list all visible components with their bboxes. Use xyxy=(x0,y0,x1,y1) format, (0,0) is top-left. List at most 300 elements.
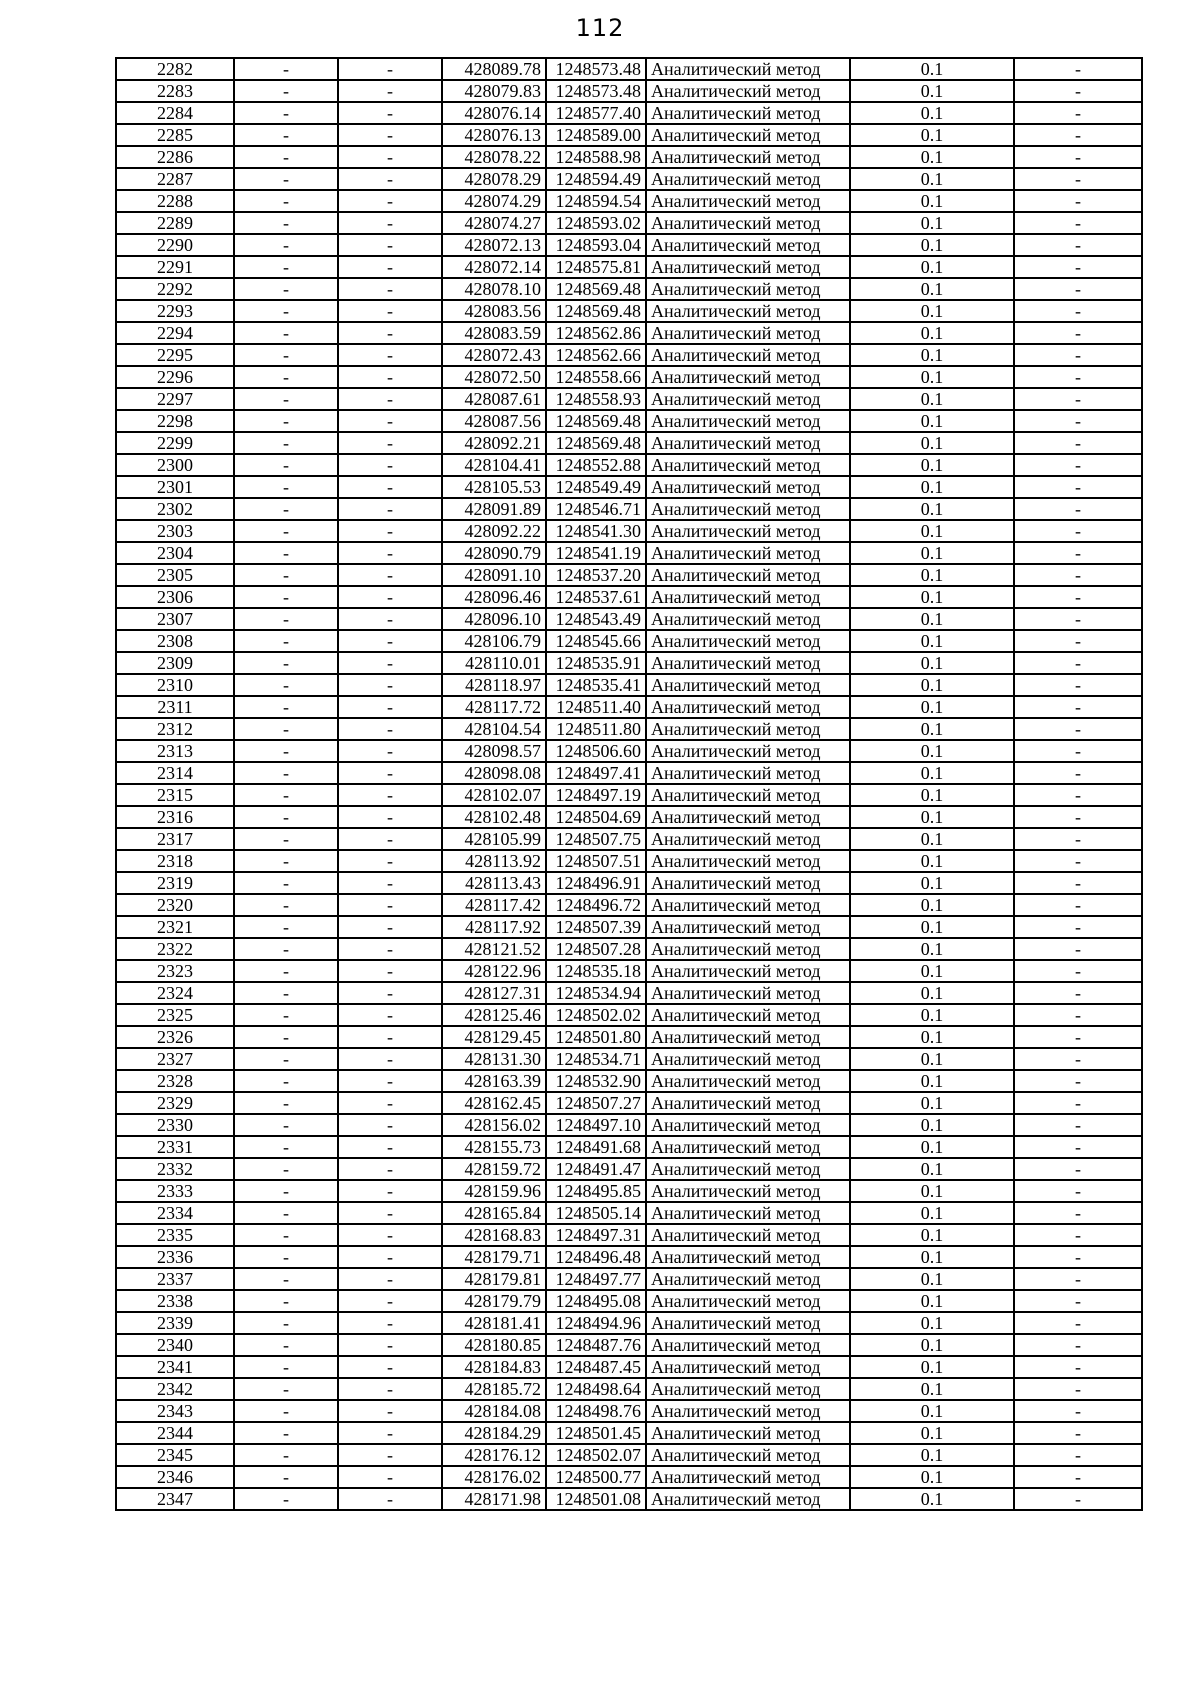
note-cell: - xyxy=(1014,586,1142,608)
y-coordinate-cell: 1248577.40 xyxy=(546,102,646,124)
empty-cell-b: - xyxy=(338,1180,442,1202)
table-row xyxy=(116,58,1142,80)
accuracy-cell: 0.1 xyxy=(850,256,1014,278)
point-number-cell: 2346 xyxy=(116,1466,234,1488)
point-number-cell: 2301 xyxy=(116,476,234,498)
point-number-cell: 2308 xyxy=(116,630,234,652)
note-cell: - xyxy=(1014,410,1142,432)
accuracy-cell: 0.1 xyxy=(850,674,1014,696)
point-number-cell: 2323 xyxy=(116,960,234,982)
table-row xyxy=(116,762,1142,784)
note-cell: - xyxy=(1014,1312,1142,1334)
method-cell: Аналитический метод xyxy=(646,982,850,1004)
point-number-cell: 2322 xyxy=(116,938,234,960)
y-coordinate-cell: 1248507.39 xyxy=(546,916,646,938)
point-number-cell: 2333 xyxy=(116,1180,234,1202)
method-cell: Аналитический метод xyxy=(646,1400,850,1422)
note-cell: - xyxy=(1014,740,1142,762)
method-cell: Аналитический метод xyxy=(646,872,850,894)
x-coordinate-cell: 428129.45 xyxy=(442,1026,546,1048)
y-coordinate-cell: 1248573.48 xyxy=(546,58,646,80)
method-cell: Аналитический метод xyxy=(646,696,850,718)
empty-cell-b: - xyxy=(338,762,442,784)
note-cell: - xyxy=(1014,938,1142,960)
y-coordinate-cell: 1248549.49 xyxy=(546,476,646,498)
point-number-cell: 2304 xyxy=(116,542,234,564)
empty-cell-b: - xyxy=(338,960,442,982)
point-number-cell: 2282 xyxy=(116,58,234,80)
table-row xyxy=(116,1070,1142,1092)
empty-cell-b: - xyxy=(338,1444,442,1466)
point-number-cell: 2306 xyxy=(116,586,234,608)
x-coordinate-cell: 428083.56 xyxy=(442,300,546,322)
point-number-cell: 2344 xyxy=(116,1422,234,1444)
empty-cell-a: - xyxy=(234,190,338,212)
method-cell: Аналитический метод xyxy=(646,762,850,784)
method-cell: Аналитический метод xyxy=(646,1444,850,1466)
y-coordinate-cell: 1248507.51 xyxy=(546,850,646,872)
x-coordinate-cell: 428072.50 xyxy=(442,366,546,388)
y-coordinate-cell: 1248537.20 xyxy=(546,564,646,586)
empty-cell-a: - xyxy=(234,872,338,894)
accuracy-cell: 0.1 xyxy=(850,212,1014,234)
empty-cell-b: - xyxy=(338,1488,442,1510)
table-row xyxy=(116,322,1142,344)
empty-cell-b: - xyxy=(338,168,442,190)
y-coordinate-cell: 1248541.19 xyxy=(546,542,646,564)
point-number-cell: 2303 xyxy=(116,520,234,542)
empty-cell-b: - xyxy=(338,1048,442,1070)
accuracy-cell: 0.1 xyxy=(850,740,1014,762)
table-row xyxy=(116,542,1142,564)
point-number-cell: 2313 xyxy=(116,740,234,762)
y-coordinate-cell: 1248501.80 xyxy=(546,1026,646,1048)
empty-cell-b: - xyxy=(338,1092,442,1114)
y-coordinate-cell: 1248535.91 xyxy=(546,652,646,674)
empty-cell-a: - xyxy=(234,212,338,234)
note-cell: - xyxy=(1014,674,1142,696)
y-coordinate-cell: 1248537.61 xyxy=(546,586,646,608)
y-coordinate-cell: 1248588.98 xyxy=(546,146,646,168)
x-coordinate-cell: 428180.85 xyxy=(442,1334,546,1356)
point-number-cell: 2334 xyxy=(116,1202,234,1224)
table-row xyxy=(116,256,1142,278)
empty-cell-b: - xyxy=(338,1158,442,1180)
accuracy-cell: 0.1 xyxy=(850,586,1014,608)
accuracy-cell: 0.1 xyxy=(850,1136,1014,1158)
accuracy-cell: 0.1 xyxy=(850,718,1014,740)
note-cell: - xyxy=(1014,1444,1142,1466)
point-number-cell: 2284 xyxy=(116,102,234,124)
empty-cell-b: - xyxy=(338,1070,442,1092)
method-cell: Аналитический метод xyxy=(646,102,850,124)
empty-cell-a: - xyxy=(234,1422,338,1444)
table-row xyxy=(116,630,1142,652)
method-cell: Аналитический метод xyxy=(646,498,850,520)
note-cell: - xyxy=(1014,432,1142,454)
empty-cell-a: - xyxy=(234,80,338,102)
note-cell: - xyxy=(1014,1092,1142,1114)
y-coordinate-cell: 1248589.00 xyxy=(546,124,646,146)
point-number-cell: 2302 xyxy=(116,498,234,520)
y-coordinate-cell: 1248575.81 xyxy=(546,256,646,278)
note-cell: - xyxy=(1014,1202,1142,1224)
accuracy-cell: 0.1 xyxy=(850,1488,1014,1510)
empty-cell-a: - xyxy=(234,1444,338,1466)
empty-cell-a: - xyxy=(234,168,338,190)
table-row xyxy=(116,1444,1142,1466)
accuracy-cell: 0.1 xyxy=(850,1290,1014,1312)
y-coordinate-cell: 1248497.41 xyxy=(546,762,646,784)
table-row xyxy=(116,960,1142,982)
note-cell: - xyxy=(1014,872,1142,894)
point-number-cell: 2285 xyxy=(116,124,234,146)
table-row xyxy=(116,894,1142,916)
empty-cell-a: - xyxy=(234,564,338,586)
y-coordinate-cell: 1248501.08 xyxy=(546,1488,646,1510)
x-coordinate-cell: 428162.45 xyxy=(442,1092,546,1114)
accuracy-cell: 0.1 xyxy=(850,608,1014,630)
table-row xyxy=(116,1466,1142,1488)
empty-cell-a: - xyxy=(234,1180,338,1202)
accuracy-cell: 0.1 xyxy=(850,1444,1014,1466)
y-coordinate-cell: 1248496.91 xyxy=(546,872,646,894)
empty-cell-b: - xyxy=(338,1246,442,1268)
empty-cell-a: - xyxy=(234,124,338,146)
empty-cell-a: - xyxy=(234,1400,338,1422)
table-row xyxy=(116,124,1142,146)
x-coordinate-cell: 428156.02 xyxy=(442,1114,546,1136)
x-coordinate-cell: 428165.84 xyxy=(442,1202,546,1224)
point-number-cell: 2287 xyxy=(116,168,234,190)
empty-cell-a: - xyxy=(234,1378,338,1400)
x-coordinate-cell: 428179.79 xyxy=(442,1290,546,1312)
note-cell: - xyxy=(1014,234,1142,256)
accuracy-cell: 0.1 xyxy=(850,916,1014,938)
empty-cell-b: - xyxy=(338,1312,442,1334)
point-number-cell: 2312 xyxy=(116,718,234,740)
y-coordinate-cell: 1248505.14 xyxy=(546,1202,646,1224)
empty-cell-b: - xyxy=(338,432,442,454)
x-coordinate-cell: 428118.97 xyxy=(442,674,546,696)
table-row xyxy=(116,212,1142,234)
method-cell: Аналитический метод xyxy=(646,1092,850,1114)
note-cell: - xyxy=(1014,608,1142,630)
point-number-cell: 2341 xyxy=(116,1356,234,1378)
empty-cell-b: - xyxy=(338,938,442,960)
method-cell: Аналитический метод xyxy=(646,960,850,982)
empty-cell-a: - xyxy=(234,454,338,476)
empty-cell-b: - xyxy=(338,190,442,212)
empty-cell-b: - xyxy=(338,388,442,410)
note-cell: - xyxy=(1014,1334,1142,1356)
table-row xyxy=(116,190,1142,212)
y-coordinate-cell: 1248491.68 xyxy=(546,1136,646,1158)
point-number-cell: 2305 xyxy=(116,564,234,586)
empty-cell-b: - xyxy=(338,146,442,168)
y-coordinate-cell: 1248552.88 xyxy=(546,454,646,476)
empty-cell-b: - xyxy=(338,366,442,388)
accuracy-cell: 0.1 xyxy=(850,1246,1014,1268)
method-cell: Аналитический метод xyxy=(646,1048,850,1070)
table-row xyxy=(116,498,1142,520)
table-row xyxy=(116,234,1142,256)
method-cell: Аналитический метод xyxy=(646,894,850,916)
point-number-cell: 2330 xyxy=(116,1114,234,1136)
x-coordinate-cell: 428072.14 xyxy=(442,256,546,278)
accuracy-cell: 0.1 xyxy=(850,762,1014,784)
empty-cell-b: - xyxy=(338,58,442,80)
coordinates-table-body xyxy=(116,58,1142,1510)
empty-cell-a: - xyxy=(234,652,338,674)
accuracy-cell: 0.1 xyxy=(850,190,1014,212)
empty-cell-a: - xyxy=(234,630,338,652)
empty-cell-a: - xyxy=(234,542,338,564)
y-coordinate-cell: 1248497.19 xyxy=(546,784,646,806)
point-number-cell: 2314 xyxy=(116,762,234,784)
table-row xyxy=(116,1158,1142,1180)
empty-cell-a: - xyxy=(234,1048,338,1070)
empty-cell-a: - xyxy=(234,278,338,300)
note-cell: - xyxy=(1014,1422,1142,1444)
x-coordinate-cell: 428083.59 xyxy=(442,322,546,344)
note-cell: - xyxy=(1014,1158,1142,1180)
x-coordinate-cell: 428176.12 xyxy=(442,1444,546,1466)
empty-cell-b: - xyxy=(338,1466,442,1488)
accuracy-cell: 0.1 xyxy=(850,124,1014,146)
table-row xyxy=(116,872,1142,894)
method-cell: Аналитический метод xyxy=(646,454,850,476)
empty-cell-b: - xyxy=(338,1136,442,1158)
accuracy-cell: 0.1 xyxy=(850,1312,1014,1334)
empty-cell-b: - xyxy=(338,520,442,542)
point-number-cell: 2327 xyxy=(116,1048,234,1070)
method-cell: Аналитический метод xyxy=(646,586,850,608)
y-coordinate-cell: 1248511.40 xyxy=(546,696,646,718)
accuracy-cell: 0.1 xyxy=(850,564,1014,586)
accuracy-cell: 0.1 xyxy=(850,366,1014,388)
x-coordinate-cell: 428076.14 xyxy=(442,102,546,124)
point-number-cell: 2309 xyxy=(116,652,234,674)
empty-cell-b: - xyxy=(338,454,442,476)
empty-cell-b: - xyxy=(338,234,442,256)
empty-cell-a: - xyxy=(234,718,338,740)
note-cell: - xyxy=(1014,630,1142,652)
x-coordinate-cell: 428074.27 xyxy=(442,212,546,234)
note-cell: - xyxy=(1014,982,1142,1004)
x-coordinate-cell: 428092.21 xyxy=(442,432,546,454)
method-cell: Аналитический метод xyxy=(646,740,850,762)
x-coordinate-cell: 428155.73 xyxy=(442,1136,546,1158)
method-cell: Аналитический метод xyxy=(646,520,850,542)
note-cell: - xyxy=(1014,322,1142,344)
note-cell: - xyxy=(1014,212,1142,234)
empty-cell-b: - xyxy=(338,740,442,762)
y-coordinate-cell: 1248541.30 xyxy=(546,520,646,542)
table-row xyxy=(116,1268,1142,1290)
note-cell: - xyxy=(1014,454,1142,476)
note-cell: - xyxy=(1014,784,1142,806)
note-cell: - xyxy=(1014,1400,1142,1422)
method-cell: Аналитический метод xyxy=(646,1334,850,1356)
note-cell: - xyxy=(1014,1466,1142,1488)
method-cell: Аналитический метод xyxy=(646,1422,850,1444)
point-number-cell: 2336 xyxy=(116,1246,234,1268)
empty-cell-a: - xyxy=(234,960,338,982)
x-coordinate-cell: 428117.92 xyxy=(442,916,546,938)
x-coordinate-cell: 428171.98 xyxy=(442,1488,546,1510)
empty-cell-a: - xyxy=(234,1466,338,1488)
note-cell: - xyxy=(1014,894,1142,916)
y-coordinate-cell: 1248496.72 xyxy=(546,894,646,916)
method-cell: Аналитический метод xyxy=(646,146,850,168)
empty-cell-a: - xyxy=(234,102,338,124)
empty-cell-b: - xyxy=(338,1114,442,1136)
note-cell: - xyxy=(1014,344,1142,366)
note-cell: - xyxy=(1014,168,1142,190)
point-number-cell: 2289 xyxy=(116,212,234,234)
point-number-cell: 2296 xyxy=(116,366,234,388)
x-coordinate-cell: 428102.48 xyxy=(442,806,546,828)
y-coordinate-cell: 1248558.93 xyxy=(546,388,646,410)
method-cell: Аналитический метод xyxy=(646,58,850,80)
y-coordinate-cell: 1248569.48 xyxy=(546,278,646,300)
table-row xyxy=(116,366,1142,388)
x-coordinate-cell: 428113.92 xyxy=(442,850,546,872)
y-coordinate-cell: 1248495.85 xyxy=(546,1180,646,1202)
accuracy-cell: 0.1 xyxy=(850,806,1014,828)
empty-cell-a: - xyxy=(234,1202,338,1224)
note-cell: - xyxy=(1014,476,1142,498)
method-cell: Аналитический метод xyxy=(646,1114,850,1136)
point-number-cell: 2300 xyxy=(116,454,234,476)
empty-cell-a: - xyxy=(234,1268,338,1290)
note-cell: - xyxy=(1014,718,1142,740)
point-number-cell: 2295 xyxy=(116,344,234,366)
x-coordinate-cell: 428105.53 xyxy=(442,476,546,498)
table-row xyxy=(116,344,1142,366)
x-coordinate-cell: 428159.96 xyxy=(442,1180,546,1202)
method-cell: Аналитический метод xyxy=(646,1004,850,1026)
accuracy-cell: 0.1 xyxy=(850,1400,1014,1422)
point-number-cell: 2324 xyxy=(116,982,234,1004)
x-coordinate-cell: 428105.99 xyxy=(442,828,546,850)
y-coordinate-cell: 1248504.69 xyxy=(546,806,646,828)
point-number-cell: 2326 xyxy=(116,1026,234,1048)
empty-cell-b: - xyxy=(338,718,442,740)
table-row xyxy=(116,850,1142,872)
point-number-cell: 2325 xyxy=(116,1004,234,1026)
empty-cell-b: - xyxy=(338,256,442,278)
empty-cell-a: - xyxy=(234,1026,338,1048)
y-coordinate-cell: 1248546.71 xyxy=(546,498,646,520)
method-cell: Аналитический метод xyxy=(646,476,850,498)
accuracy-cell: 0.1 xyxy=(850,1070,1014,1092)
accuracy-cell: 0.1 xyxy=(850,938,1014,960)
x-coordinate-cell: 428098.08 xyxy=(442,762,546,784)
point-number-cell: 2317 xyxy=(116,828,234,850)
table-row xyxy=(116,674,1142,696)
table-row xyxy=(116,1246,1142,1268)
method-cell: Аналитический метод xyxy=(646,80,850,102)
empty-cell-a: - xyxy=(234,1070,338,1092)
empty-cell-a: - xyxy=(234,432,338,454)
table-row xyxy=(116,806,1142,828)
accuracy-cell: 0.1 xyxy=(850,1092,1014,1114)
x-coordinate-cell: 428181.41 xyxy=(442,1312,546,1334)
empty-cell-a: - xyxy=(234,146,338,168)
accuracy-cell: 0.1 xyxy=(850,1268,1014,1290)
method-cell: Аналитический метод xyxy=(646,388,850,410)
x-coordinate-cell: 428102.07 xyxy=(442,784,546,806)
empty-cell-a: - xyxy=(234,1290,338,1312)
note-cell: - xyxy=(1014,1180,1142,1202)
table-row xyxy=(116,608,1142,630)
empty-cell-a: - xyxy=(234,696,338,718)
y-coordinate-cell: 1248501.45 xyxy=(546,1422,646,1444)
x-coordinate-cell: 428104.54 xyxy=(442,718,546,740)
coordinates-table xyxy=(115,57,1143,1511)
note-cell: - xyxy=(1014,542,1142,564)
empty-cell-b: - xyxy=(338,784,442,806)
empty-cell-a: - xyxy=(234,762,338,784)
table-row xyxy=(116,1048,1142,1070)
method-cell: Аналитический метод xyxy=(646,1070,850,1092)
y-coordinate-cell: 1248498.76 xyxy=(546,1400,646,1422)
y-coordinate-cell: 1248593.04 xyxy=(546,234,646,256)
note-cell: - xyxy=(1014,520,1142,542)
method-cell: Аналитический метод xyxy=(646,432,850,454)
accuracy-cell: 0.1 xyxy=(850,58,1014,80)
note-cell: - xyxy=(1014,278,1142,300)
empty-cell-a: - xyxy=(234,234,338,256)
table-row xyxy=(116,1114,1142,1136)
empty-cell-b: - xyxy=(338,674,442,696)
note-cell: - xyxy=(1014,1004,1142,1026)
method-cell: Аналитический метод xyxy=(646,410,850,432)
note-cell: - xyxy=(1014,696,1142,718)
note-cell: - xyxy=(1014,256,1142,278)
method-cell: Аналитический метод xyxy=(646,1466,850,1488)
note-cell: - xyxy=(1014,1114,1142,1136)
accuracy-cell: 0.1 xyxy=(850,652,1014,674)
point-number-cell: 2316 xyxy=(116,806,234,828)
accuracy-cell: 0.1 xyxy=(850,1004,1014,1026)
note-cell: - xyxy=(1014,1070,1142,1092)
accuracy-cell: 0.1 xyxy=(850,630,1014,652)
empty-cell-b: - xyxy=(338,1378,442,1400)
table-row xyxy=(116,454,1142,476)
note-cell: - xyxy=(1014,1224,1142,1246)
method-cell: Аналитический метод xyxy=(646,1136,850,1158)
empty-cell-a: - xyxy=(234,938,338,960)
empty-cell-b: - xyxy=(338,1202,442,1224)
accuracy-cell: 0.1 xyxy=(850,344,1014,366)
accuracy-cell: 0.1 xyxy=(850,388,1014,410)
method-cell: Аналитический метод xyxy=(646,1290,850,1312)
note-cell: - xyxy=(1014,102,1142,124)
y-coordinate-cell: 1248497.77 xyxy=(546,1268,646,1290)
point-number-cell: 2343 xyxy=(116,1400,234,1422)
empty-cell-b: - xyxy=(338,564,442,586)
x-coordinate-cell: 428179.81 xyxy=(442,1268,546,1290)
empty-cell-a: - xyxy=(234,806,338,828)
method-cell: Аналитический метод xyxy=(646,1312,850,1334)
table-row xyxy=(116,388,1142,410)
method-cell: Аналитический метод xyxy=(646,1356,850,1378)
method-cell: Аналитический метод xyxy=(646,630,850,652)
empty-cell-b: - xyxy=(338,124,442,146)
